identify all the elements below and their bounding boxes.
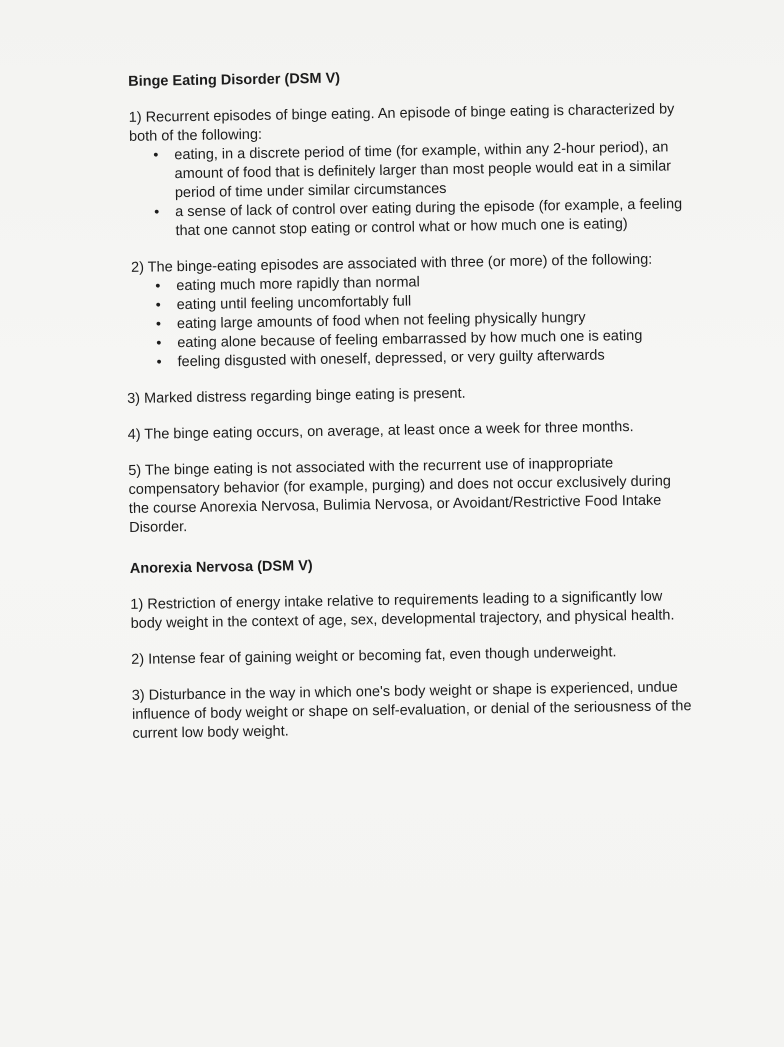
list-item: • eating alone because of feeling embarrassed by how much one is eating — [156, 327, 643, 352]
bullet-icon: • — [154, 204, 160, 221]
bullet-icon: • — [155, 316, 162, 333]
criterion-1 — [129, 100, 685, 242]
bullet-icon: • — [153, 147, 159, 164]
anorexia-criterion-1: 1) Restriction of energy intake relative to requirements leading to a significantly low body weight in the context of age, sex, developmental trajectory, and physical health. — [130, 588, 675, 632]
list-item: • eating until feeling uncomfortably full — [155, 293, 412, 314]
document-body — [122, 63, 693, 761]
criterion-4: 4) The binge eating occurs, on average, at least once a week for three months. — [127, 419, 634, 443]
list-item: • a sense of lack of control over eating during the episode (for example, a feeling that one cannot stop eating or control what or how much one is eating) — [154, 196, 683, 240]
binge-eating-heading: Binge Eating Disorder (DSM V) — [128, 70, 341, 90]
criterion-2-list — [131, 269, 686, 373]
criterion-1-list — [129, 138, 684, 242]
bullet-icon: • — [156, 354, 162, 371]
list-item: • eating, in a discrete period of time (for example, within any 2-hour period), an amount of food that is definitely larger than most people would eat in a similar period of time under similar circumstances — [153, 139, 672, 202]
criterion-3: 3) Marked distress regarding binge eating is present. — [127, 385, 466, 407]
criterion-2-intro: 2) The binge-eating episodes are associated with three (or more) of the following: — [130, 251, 653, 276]
list-item: • eating much more rapidly than normal — [155, 274, 420, 295]
list-item: • eating large amounts of food when not feeling physically hungry — [155, 309, 586, 333]
anorexia-criterion-3: 3) Disturbance in the way in which one's body weight or shape is experienced, undue influence of body weight or shape on self-evaluation, or denial of the seriousness of the current low body weight. — [131, 679, 692, 742]
bullet-icon: • — [155, 278, 161, 295]
list-item: • feeling disgusted with oneself, depressed, or very guilty afterwards — [156, 347, 605, 371]
criterion-2 — [131, 250, 687, 373]
anorexia-criterion-2: 2) Intense fear of gaining weight or becoming fat, even though underweight. — [131, 644, 617, 668]
criterion-5: 5) The binge eating is not associated with the recurrent use of inappropriate compensatory behavior (for example, purging) and does not occur exclusively during the course Anorexia Nervosa, Bulimia Nervosa, or Avoidant/Restrictive Food Intake Disorder. — [128, 455, 672, 536]
anorexia-heading: Anorexia Nervosa (DSM V) — [129, 558, 313, 577]
criterion-1-intro: 1) Recurrent episodes of binge eating. An episode of binge eating is characterized by both of the following: — [128, 101, 675, 145]
bullet-icon: • — [156, 335, 162, 352]
bullet-icon: • — [155, 297, 161, 314]
